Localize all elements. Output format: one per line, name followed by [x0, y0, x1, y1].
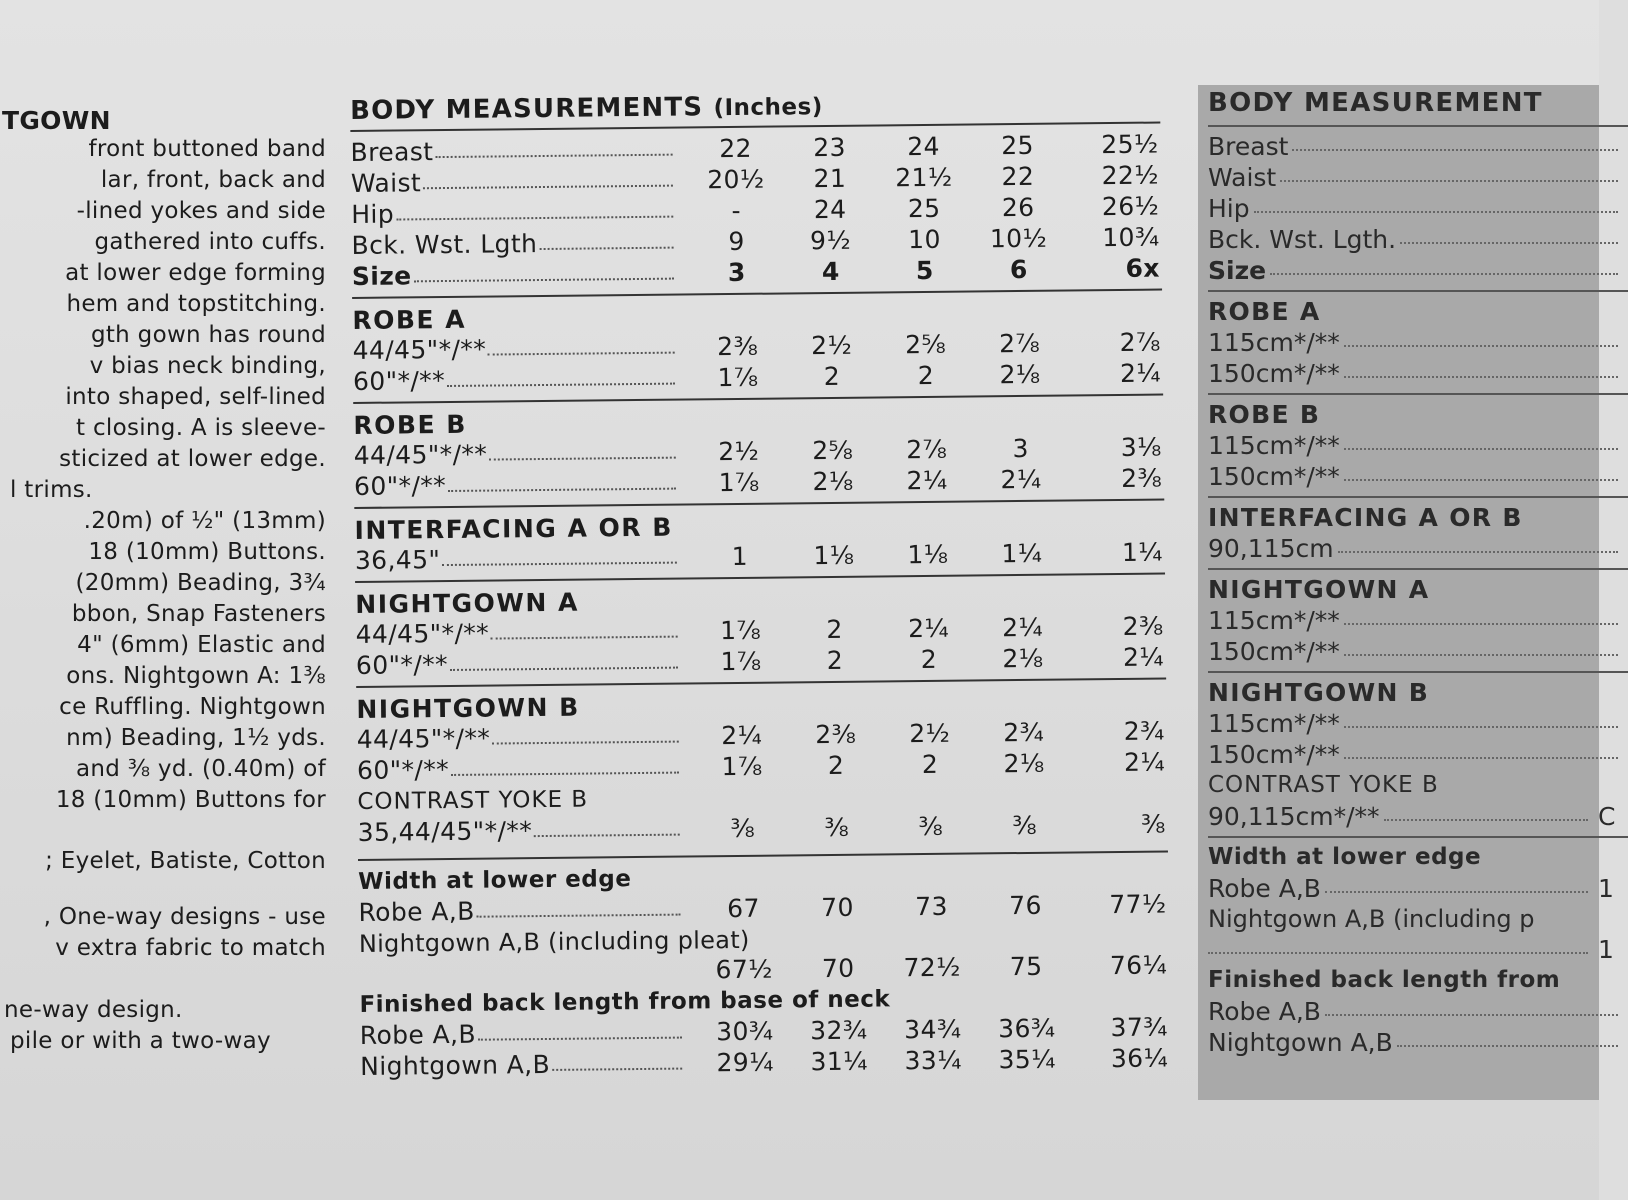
yardage-sections	[352, 289, 1166, 682]
nightgown-b-rows	[357, 716, 1168, 786]
size-value: 25	[1001, 130, 1035, 161]
description-line: v bias neck binding,	[89, 353, 326, 379]
size-value: 23	[813, 132, 847, 163]
size-value: 10¾	[1102, 222, 1160, 253]
section-heading: INTERFACING A OR B	[354, 512, 673, 545]
section-heading: NIGHTGOWN A	[355, 587, 580, 619]
size-value: 4	[821, 256, 840, 287]
row-label	[356, 647, 694, 680]
size-value: 22	[719, 133, 753, 164]
metric-row-label: 150cm*/**	[1208, 637, 1340, 666]
size-value: 2⅞	[1119, 327, 1161, 357]
size-value: 2½	[909, 718, 951, 749]
metric-row-label: Robe A,B	[1208, 997, 1321, 1026]
row-label-text: 60"*/**	[356, 754, 450, 785]
metric-size-label: Size	[1208, 256, 1267, 285]
row-label	[355, 616, 693, 649]
size-value: ⅜	[918, 811, 944, 842]
size-value: 36¾	[998, 1013, 1056, 1044]
metric-section-heading: CONTRAST YOKE B	[1208, 772, 1439, 798]
size-value: 29¼	[716, 1047, 774, 1078]
metric-section-heading: Width at lower edge	[1208, 844, 1482, 870]
metric-row-label: Bck. Wst. Lgth.	[1208, 225, 1397, 254]
size-value: 2⅛	[812, 466, 854, 497]
size-value: 72½	[903, 952, 961, 983]
row-label	[358, 814, 696, 847]
description-line: 18 (10mm) Buttons.	[88, 539, 326, 565]
metric-section-heading: ROBE A	[1208, 297, 1321, 326]
size-value: 2¼	[1001, 612, 1044, 643]
size-value: 2⅛	[999, 359, 1041, 390]
metric-title: BODY MEASUREMENT	[1208, 88, 1543, 118]
size-value: 26	[1001, 192, 1035, 223]
metric-row-label: Hip	[1208, 194, 1250, 223]
metric-section-heading: NIGHTGOWN B	[1208, 678, 1430, 707]
description-line: gathered into cuffs.	[94, 229, 326, 255]
metric-panel	[1198, 85, 1616, 1100]
metric-row-label: 90,115cm	[1208, 534, 1334, 563]
size-value: 2⅜	[1122, 611, 1164, 641]
size-value: 2	[921, 749, 939, 780]
metric-row-label: Nightgown A,B (including p	[1208, 905, 1535, 933]
size-value: 2	[827, 750, 845, 781]
size-value: 2	[826, 645, 844, 676]
size-value: 26½	[1101, 191, 1160, 222]
description-line: at lower edge forming	[65, 260, 326, 286]
size-value: 3	[1012, 433, 1030, 464]
row-label	[352, 258, 690, 291]
metric-section-heading: Finished back length from	[1208, 967, 1561, 993]
description-line: l trims.	[10, 477, 93, 503]
size-value: 2¼	[1123, 747, 1166, 777]
size-value: 9½	[809, 225, 852, 256]
size-value: 34¾	[904, 1014, 962, 1045]
size-value: 2⅝	[905, 329, 947, 360]
size-value: 36¼	[1110, 1043, 1169, 1074]
row-label	[351, 165, 689, 198]
row-label-text: Bck. Wst. Lgth	[351, 229, 538, 260]
description-line: 4" (6mm) Elastic and	[77, 632, 326, 658]
size-value: 2⅝	[812, 435, 854, 466]
size-value: 2½	[811, 330, 853, 361]
size-value: 1¼	[1001, 538, 1043, 569]
size-value: 5	[915, 255, 934, 286]
row-label	[354, 468, 692, 501]
row-label-text: 44/45"*/**	[352, 334, 487, 365]
size-value: 2¾	[1123, 716, 1165, 746]
description-line: t closing. A is sleeve-	[76, 415, 326, 441]
size-value: 70	[821, 892, 854, 923]
size-value: ⅜	[1140, 809, 1166, 839]
section-heading: ROBE A	[352, 304, 467, 335]
metric-row-label: 115cm*/**	[1208, 431, 1340, 460]
size-value: 2⅛	[1003, 748, 1045, 779]
row-label	[351, 196, 689, 229]
size-value: 6x	[1125, 253, 1160, 283]
description-line: bbon, Snap Fasteners	[71, 601, 326, 627]
size-value: 2⅛	[1002, 643, 1044, 674]
size-value: 3⅛	[1120, 432, 1162, 462]
size-value: 2¼	[1000, 464, 1042, 495]
size-value: 1⅞	[719, 615, 762, 646]
description-lines	[0, 134, 330, 816]
row-label-text: 44/45"*/**	[356, 723, 491, 754]
size-value: 25	[907, 193, 941, 224]
metric-row-label: Waist	[1208, 163, 1277, 192]
row-label	[358, 894, 696, 927]
fabric-note-line	[0, 964, 330, 995]
finished-length-rows	[360, 1012, 1171, 1082]
metric-section-heading: INTERFACING A OR B	[1208, 503, 1523, 532]
size-value: 2¼	[906, 465, 948, 496]
size-value: 20½	[707, 164, 765, 195]
section-heading: NIGHTGOWN B	[356, 692, 580, 724]
metric-cut-value: 1	[1598, 935, 1614, 964]
size-value: 76	[1009, 890, 1042, 921]
description-line: sticized at lower edge.	[59, 446, 326, 472]
metric-body-rows	[1208, 131, 1628, 255]
size-value: 32¾	[810, 1015, 868, 1046]
size-value: 21	[813, 163, 847, 194]
size-value: 24	[813, 194, 847, 225]
size-value: 1⅛	[813, 540, 855, 571]
size-value: 9	[728, 226, 745, 257]
size-value: 25½	[1101, 129, 1159, 160]
description-line: gth gown has round	[90, 322, 326, 348]
description-line: 18 (10mm) Buttons for	[55, 787, 326, 813]
size-value: 2¼	[1119, 358, 1162, 388]
description-line: .20m) of ½" (13mm)	[83, 508, 326, 534]
size-value: 76¼	[1109, 950, 1168, 981]
size-value: 2¾	[1003, 717, 1045, 748]
row-label-text: 36,45"	[354, 545, 441, 575]
fabric-notes	[0, 902, 330, 1057]
metric-section-heading: ROBE B	[1208, 400, 1321, 429]
size-value: 1	[731, 541, 749, 572]
size-value: 22	[1001, 161, 1035, 192]
description-line: front buttoned band	[88, 136, 326, 162]
description-line: ce Ruffling. Nightgown	[59, 694, 326, 720]
metric-row-label: 150cm*/**	[1208, 740, 1340, 769]
size-value: 3	[727, 257, 746, 288]
size-value: 1⅞	[721, 751, 763, 782]
row-label-text: Breast	[350, 137, 434, 167]
row-label-text: Robe A,B	[359, 1019, 477, 1050]
fabric-note-line: , One-way designs - use	[43, 904, 326, 930]
metric-row-label: 115cm*/**	[1208, 606, 1340, 635]
measurement-table	[350, 88, 1170, 1083]
garment-description	[0, 105, 330, 1057]
section-heading: CONTRAST YOKE B	[357, 786, 589, 815]
size-value: 22½	[1101, 160, 1160, 191]
size-value: 31¼	[810, 1046, 868, 1077]
row-label	[360, 1048, 698, 1081]
size-value: 77½	[1109, 889, 1167, 920]
size-value: 2½	[718, 436, 760, 467]
size-value: 2	[826, 614, 843, 645]
size-value: 67½	[715, 954, 773, 985]
size-value: 6	[1009, 254, 1028, 285]
description-line: ons. Nightgown A: 1⅜	[66, 663, 326, 689]
size-value: 1⅞	[718, 467, 760, 498]
size-value: ⅜	[730, 813, 756, 844]
size-value: 2¼	[1122, 642, 1165, 672]
row-label-text: 60"*/**	[353, 471, 447, 501]
fabric-note-line: pile or with a two-way	[10, 1028, 271, 1054]
size-value: 2¼	[721, 720, 763, 751]
fabric-note-line: v extra fabric to match	[55, 935, 326, 961]
row-label-text: 60"*/**	[355, 650, 449, 680]
size-value: 2¼	[907, 613, 950, 644]
metric-row-label: 115cm*/**	[1208, 709, 1340, 738]
fabric-note-line: ne-way design.	[4, 997, 183, 1023]
width-nightgown-label: Nightgown A,B (including pleat)	[358, 925, 750, 958]
metric-row-label: 115cm*/**	[1208, 328, 1340, 357]
metric-section-heading: NIGHTGOWN A	[1208, 575, 1430, 604]
size-value: 2⅜	[815, 719, 857, 750]
row-label	[351, 227, 689, 260]
size-value: 10½	[989, 223, 1048, 254]
size-value: ⅜	[1012, 810, 1038, 841]
size-value: 70	[821, 953, 855, 984]
size-value: 2	[920, 644, 938, 675]
body-measurement-rows	[350, 130, 1161, 262]
size-value: 10	[908, 224, 941, 255]
row-label	[360, 1017, 698, 1050]
size-value: -	[731, 195, 742, 226]
row-label-text: 44/45"*/**	[355, 618, 490, 649]
description-line: (20mm) Beading, 3¾	[75, 570, 326, 596]
row-label-text: Waist	[350, 168, 422, 198]
row-label	[353, 332, 691, 365]
row-label-text: 35,44/45"*/**	[357, 816, 533, 847]
metric-row-label: 150cm*/**	[1208, 462, 1340, 491]
table-title: BODY MEASUREMENTS (Inches)	[350, 92, 823, 126]
row-label-text: Size	[351, 261, 412, 291]
section-heading: ROBE B	[353, 409, 468, 440]
metric-row-label: Nightgown A,B	[1208, 1028, 1393, 1057]
size-value: 1⅛	[907, 539, 949, 570]
row-label	[353, 363, 691, 396]
size-value: 2	[823, 361, 841, 392]
fabric-suggestions: ; Eyelet, Batiste, Cotton	[45, 848, 326, 874]
description-line: into shaped, self-lined	[65, 384, 326, 410]
size-value: 33¼	[904, 1045, 962, 1076]
metric-row-label: 90,115cm*/**	[1208, 802, 1380, 831]
size-value: 24	[907, 131, 941, 162]
description-line: and ⅜ yd. (0.40m) of	[75, 756, 326, 782]
row-label-text: 44/45"*/**	[353, 439, 488, 470]
size-value: 73	[915, 891, 948, 922]
description-line: lar, front, back and	[100, 167, 326, 193]
metric-cut-value: C	[1598, 802, 1616, 831]
size-value: 2⅞	[999, 328, 1041, 359]
row-label-text: Hip	[351, 199, 395, 229]
row-label	[357, 721, 695, 754]
size-value: 2⅜	[717, 331, 759, 362]
finished-heading: Finished back length from base of neck	[359, 986, 891, 1018]
size-value: 35¼	[998, 1044, 1056, 1075]
size-value: 1⅞	[720, 646, 762, 677]
row-label	[355, 542, 693, 575]
size-value: 2	[917, 360, 935, 391]
metric-row-label: 150cm*/**	[1208, 359, 1340, 388]
size-value: 67	[727, 893, 760, 924]
description-heading: TGOWN	[2, 106, 111, 135]
size-value: 21½	[895, 162, 953, 193]
metric-row-label: Breast	[1208, 132, 1289, 161]
size-value: 75	[1009, 951, 1043, 982]
size-value: 2⅜	[1120, 463, 1163, 493]
row-label	[354, 437, 692, 470]
size-value: 1¼	[1121, 537, 1163, 567]
size-value: ⅜	[824, 812, 850, 843]
row-label-text: Nightgown A,B	[360, 1049, 551, 1081]
metric-cut-value: 1	[1598, 874, 1614, 903]
size-value: 37¾	[1110, 1012, 1168, 1043]
description-line: -lined yokes and side	[76, 198, 326, 224]
metric-row-label: Robe A,B	[1208, 874, 1321, 903]
size-value: 30¾	[716, 1016, 774, 1047]
row-label-text: Robe A,B	[358, 896, 475, 927]
row-label	[350, 134, 688, 167]
size-value: 2⅞	[906, 434, 948, 465]
description-line: hem and topstitching.	[66, 291, 326, 317]
description-line: nm) Beading, 1½ yds.	[66, 725, 326, 751]
row-label	[357, 752, 695, 785]
size-value: 1⅞	[717, 362, 759, 393]
width-heading: Width at lower edge	[358, 866, 632, 895]
row-label-text: 60"*/**	[352, 366, 446, 396]
